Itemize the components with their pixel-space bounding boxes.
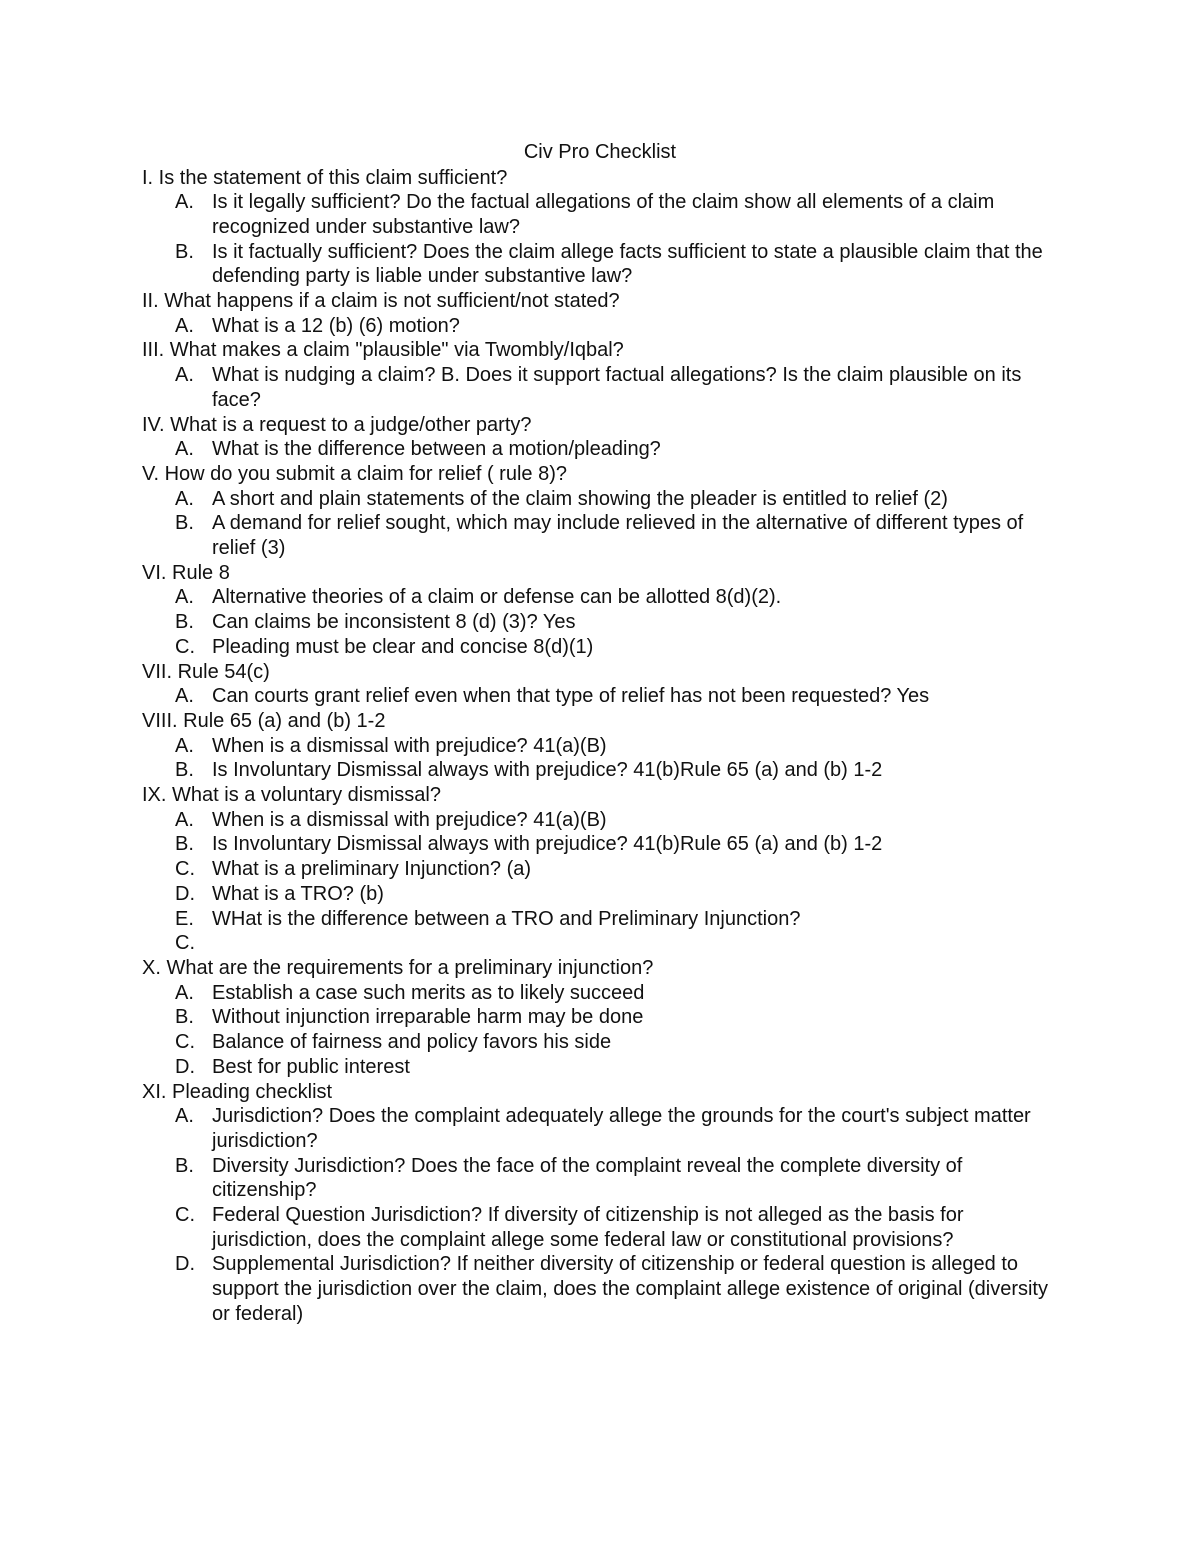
item-text: A demand for relief sought, which may include relieved in the alternative of different types of relief (3) (212, 512, 1024, 560)
item-label: C. (175, 1204, 195, 1227)
checklist-section (142, 783, 1062, 956)
checklist-item (142, 240, 1058, 289)
item-label: B. (175, 512, 194, 535)
checklist-item (142, 1030, 1058, 1055)
item-label: C. (175, 635, 195, 658)
item-label: C. (175, 1031, 195, 1054)
checklist-item (142, 1055, 1058, 1080)
item-label: A. (175, 487, 194, 510)
item-text: Is it legally sufficient? Do the factual allegations of the claim show all elements of a claim recognized under substantive law? (212, 191, 995, 238)
item-label: A. (175, 438, 194, 461)
section-heading: V. How do you submit a claim for relief ( rule 8)? (142, 462, 567, 485)
item-text: Federal Question Jurisdiction? If diversity of citizenship is not alleged as the basis for jurisdiction, does the complaint allege some federal law or constitutional provisions? (212, 1204, 964, 1251)
checklist-section (142, 1080, 1062, 1327)
item-text: Is Involuntary Dismissal always with prejudice? 41(b)Rule 65 (a) and (b) 1-2 (212, 833, 883, 856)
section-heading: III. What makes a claim "plausible" via Twombly/Iqbal? (142, 339, 624, 362)
checklist-section (142, 709, 1062, 783)
item-label: D. (175, 882, 195, 905)
item-text: What is a TRO? (b) (212, 882, 384, 905)
item-label: C. (175, 858, 195, 881)
item-text: When is a dismissal with prejudice? 41(a)(B) (212, 808, 607, 831)
item-label: D. (175, 1055, 195, 1078)
section-heading: IX. What is a voluntary dismissal? (142, 784, 441, 807)
checklist-item (142, 635, 1058, 660)
item-label: C. (175, 932, 195, 955)
checklist-item (142, 1104, 1058, 1153)
checklist-section (142, 413, 1062, 462)
checklist-item (142, 511, 1058, 560)
item-text: Without injunction irreparable harm may be done (212, 1006, 644, 1029)
item-text: Is Involuntary Dismissal always with prejudice? 41(b)Rule 65 (a) and (b) 1-2 (212, 759, 883, 782)
item-label: A. (175, 1105, 194, 1128)
item-text: What is a preliminary Injunction? (a) (212, 858, 532, 881)
item-text: Supplemental Jurisdiction? If neither diversity of citizenship or federal question is alleged to support the jurisdiction over the claim, does the complaint allege existence of original (diversity or federal) (212, 1253, 1048, 1325)
document-title: Civ Pro Checklist (523, 141, 677, 163)
section-heading: II. What happens if a claim is not sufficient/not stated? (142, 290, 620, 313)
item-label: A. (175, 191, 194, 214)
item-text: Balance of fairness and policy favors his side (212, 1031, 612, 1054)
checklist-item (142, 437, 1058, 462)
checklist-item (142, 487, 1058, 512)
item-label: E. (175, 907, 194, 930)
item-text (212, 931, 1058, 956)
section-heading: X. What are the requirements for a preliminary injunction? (142, 957, 654, 979)
item-label: B. (175, 1006, 194, 1029)
checklist-item (142, 857, 1058, 882)
checklist-item (142, 684, 1058, 709)
section-heading: VIII. Rule 65 (a) and (b) 1-2 (142, 709, 386, 732)
item-label: A. (175, 586, 194, 609)
checklist-item (142, 882, 1058, 907)
item-text: WHat is the difference between a TRO and Preliminary Injunction? (212, 907, 801, 930)
item-text: What is a 12 (b) (6) motion? (212, 314, 460, 337)
item-text: Establish a case such merits as to likely succeed (212, 981, 645, 1004)
item-text: Jurisdiction? Does the complaint adequately allege the grounds for the court's subject matter jurisdiction? (212, 1105, 1031, 1152)
checklist-section (142, 660, 1062, 709)
item-text: Can courts grant relief even when that type of relief has not been requested? Yes (212, 685, 930, 708)
checklist-section (142, 462, 1062, 561)
checklist-item (142, 363, 1058, 412)
item-label: B. (175, 611, 194, 634)
checklist-section (142, 166, 1062, 290)
checklist-item (142, 808, 1058, 833)
item-label: B. (175, 833, 194, 856)
item-text: When is a dismissal with prejudice? 41(a)(B) (212, 734, 607, 757)
item-label: A. (175, 981, 194, 1004)
item-label: D. (175, 1253, 195, 1276)
section-heading: VII. Rule 54(c) (142, 660, 270, 683)
item-text: Is it factually sufficient? Does the claim allege facts sufficient to state a plausible claim that the defending party is liable under substantive law? (212, 240, 1043, 288)
section-heading: IV. What is a request to a judge/other party? (142, 413, 532, 436)
checklist-item (142, 931, 1058, 956)
checklist-item (142, 190, 1058, 239)
checklist-section (142, 289, 1062, 338)
item-label: B. (175, 1154, 194, 1177)
checklist-item (142, 1252, 1058, 1326)
checklist-item (142, 585, 1058, 610)
checklist-item (142, 1203, 1058, 1252)
checklist-item (142, 981, 1058, 1006)
section-heading: VI. Rule 8 (142, 561, 230, 584)
document-body (142, 140, 1062, 1327)
item-text: A short and plain statements of the claim showing the pleader is entitled to relief (2) (212, 487, 948, 510)
item-label: A. (175, 364, 194, 387)
checklist-item (142, 907, 1058, 932)
item-text: Pleading must be clear and concise 8(d)(1) (212, 635, 594, 658)
item-label: A. (175, 734, 194, 757)
checklist-item (142, 1005, 1058, 1030)
checklist-section (142, 956, 1062, 1080)
checklist-item (142, 1154, 1058, 1203)
section-heading: I. Is the statement of this claim sufficient? (142, 166, 508, 189)
item-label: A. (175, 685, 194, 708)
checklist-item (142, 734, 1058, 759)
checklist-item (142, 314, 1058, 339)
item-text: Best for public interest (212, 1055, 410, 1078)
item-text: Alternative theories of a claim or defense can be allotted 8(d)(2). (212, 586, 782, 609)
checklist-item (142, 610, 1058, 635)
item-label: B. (175, 240, 194, 263)
checklist-item (142, 758, 1058, 783)
item-text: Can claims be inconsistent 8 (d) (3)? Yes (212, 611, 576, 634)
item-text: Diversity Jurisdiction? Does the face of the complaint reveal the complete diversity of citizenship? (212, 1154, 963, 1202)
checklist-item (142, 832, 1058, 857)
item-text: What is nudging a claim? B. Does it support factual allegations? Is the claim plausible on its face? (212, 364, 1022, 411)
item-label: A. (175, 314, 194, 337)
item-label: B. (175, 759, 194, 782)
item-label: A. (175, 808, 194, 831)
item-text: What is the difference between a motion/pleading? (212, 438, 661, 461)
checklist-section (142, 561, 1062, 660)
checklist-sections (142, 166, 1062, 1327)
section-heading: XI. Pleading checklist (142, 1080, 333, 1103)
checklist-section (142, 338, 1062, 412)
